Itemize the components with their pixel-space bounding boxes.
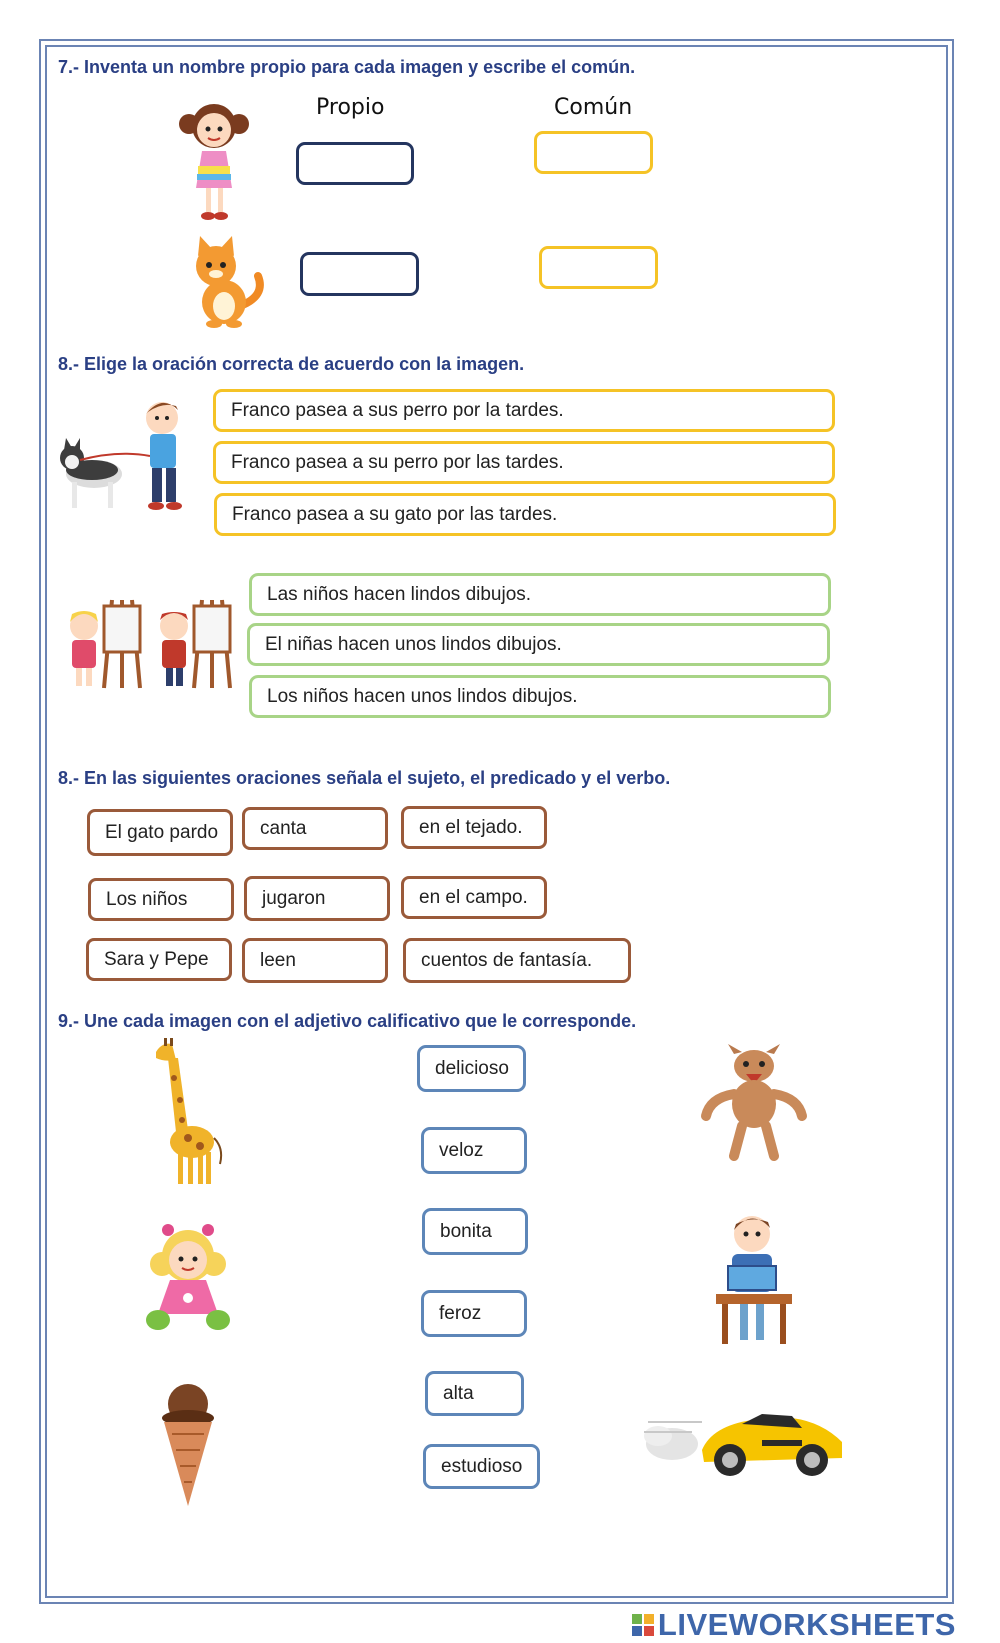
sentence-option-2-2[interactable]: El niñas hacen unos lindos dibujos. bbox=[247, 623, 830, 666]
sentence1-subject[interactable]: El gato pardo bbox=[87, 809, 233, 856]
sentence3-predicate[interactable]: cuentos de fantasía. bbox=[403, 938, 631, 983]
sentence-option-1-2[interactable]: Franco pasea a su perro por las tardes. bbox=[213, 441, 835, 484]
adjective-feroz[interactable]: feroz bbox=[421, 1290, 527, 1337]
comun-input-girl[interactable] bbox=[534, 131, 653, 174]
boy-reading-picture bbox=[712, 1212, 796, 1348]
section9-title: 9.- Une cada imagen con el adjetivo calificativo que le corresponde. bbox=[58, 1011, 637, 1031]
comun-input-cat[interactable] bbox=[539, 246, 658, 289]
section7-title: 7.- Inventa un nombre propio para cada imagen y escribe el común. bbox=[58, 57, 636, 77]
ice-cream-picture bbox=[160, 1382, 216, 1508]
sentence2-verb[interactable]: jugaron bbox=[244, 876, 390, 921]
sentence-option-1-3[interactable]: Franco pasea a su gato por las tardes. bbox=[214, 493, 836, 536]
propio-input-cat[interactable] bbox=[300, 252, 419, 296]
sentence2-subject[interactable]: Los niños bbox=[88, 878, 234, 921]
race-car-picture bbox=[642, 1404, 848, 1480]
adjective-estudioso[interactable]: estudioso bbox=[423, 1444, 540, 1489]
liveworksheets-logo-icon bbox=[632, 1614, 654, 1636]
wolf-picture bbox=[700, 1044, 808, 1162]
boy-walking-dog-picture bbox=[58, 396, 194, 516]
adjective-alta[interactable]: alta bbox=[425, 1371, 524, 1416]
girl-picture bbox=[178, 96, 250, 224]
adjective-bonita[interactable]: bonita bbox=[422, 1208, 528, 1255]
cat-picture bbox=[186, 236, 266, 328]
sentence3-subject[interactable]: Sara y Pepe bbox=[86, 938, 232, 981]
giraffe-picture bbox=[148, 1038, 228, 1188]
column-header-comun: Común bbox=[554, 95, 633, 120]
kids-painting-picture bbox=[60, 592, 240, 692]
sentence1-predicate[interactable]: en el tejado. bbox=[401, 806, 547, 849]
section8b-title: 8.- En las siguientes oraciones señala el sujeto, el predicado y el verbo. bbox=[58, 768, 671, 788]
section8a-title: 8.- Elige la oración correcta de acuerdo con la imagen. bbox=[58, 354, 525, 374]
sentence3-verb[interactable]: leen bbox=[242, 938, 388, 983]
sentence1-verb[interactable]: canta bbox=[242, 807, 388, 850]
doll-picture bbox=[138, 1222, 238, 1334]
column-header-propio: Propio bbox=[316, 95, 385, 120]
sentence-option-2-1[interactable]: Las niños hacen lindos dibujos. bbox=[249, 573, 831, 616]
sentence-option-2-3[interactable]: Los niños hacen unos lindos dibujos. bbox=[249, 675, 831, 718]
propio-input-girl[interactable] bbox=[296, 142, 414, 185]
sentence2-predicate[interactable]: en el campo. bbox=[401, 876, 547, 919]
liveworksheets-logo bbox=[632, 1607, 956, 1643]
liveworksheets-logo-text: LIVEWORKSHEETS bbox=[657, 1607, 956, 1642]
adjective-veloz[interactable]: veloz bbox=[421, 1127, 527, 1174]
sentence-option-1-1[interactable]: Franco pasea a sus perro por la tardes. bbox=[213, 389, 835, 432]
adjective-delicioso[interactable]: delicioso bbox=[417, 1045, 526, 1092]
